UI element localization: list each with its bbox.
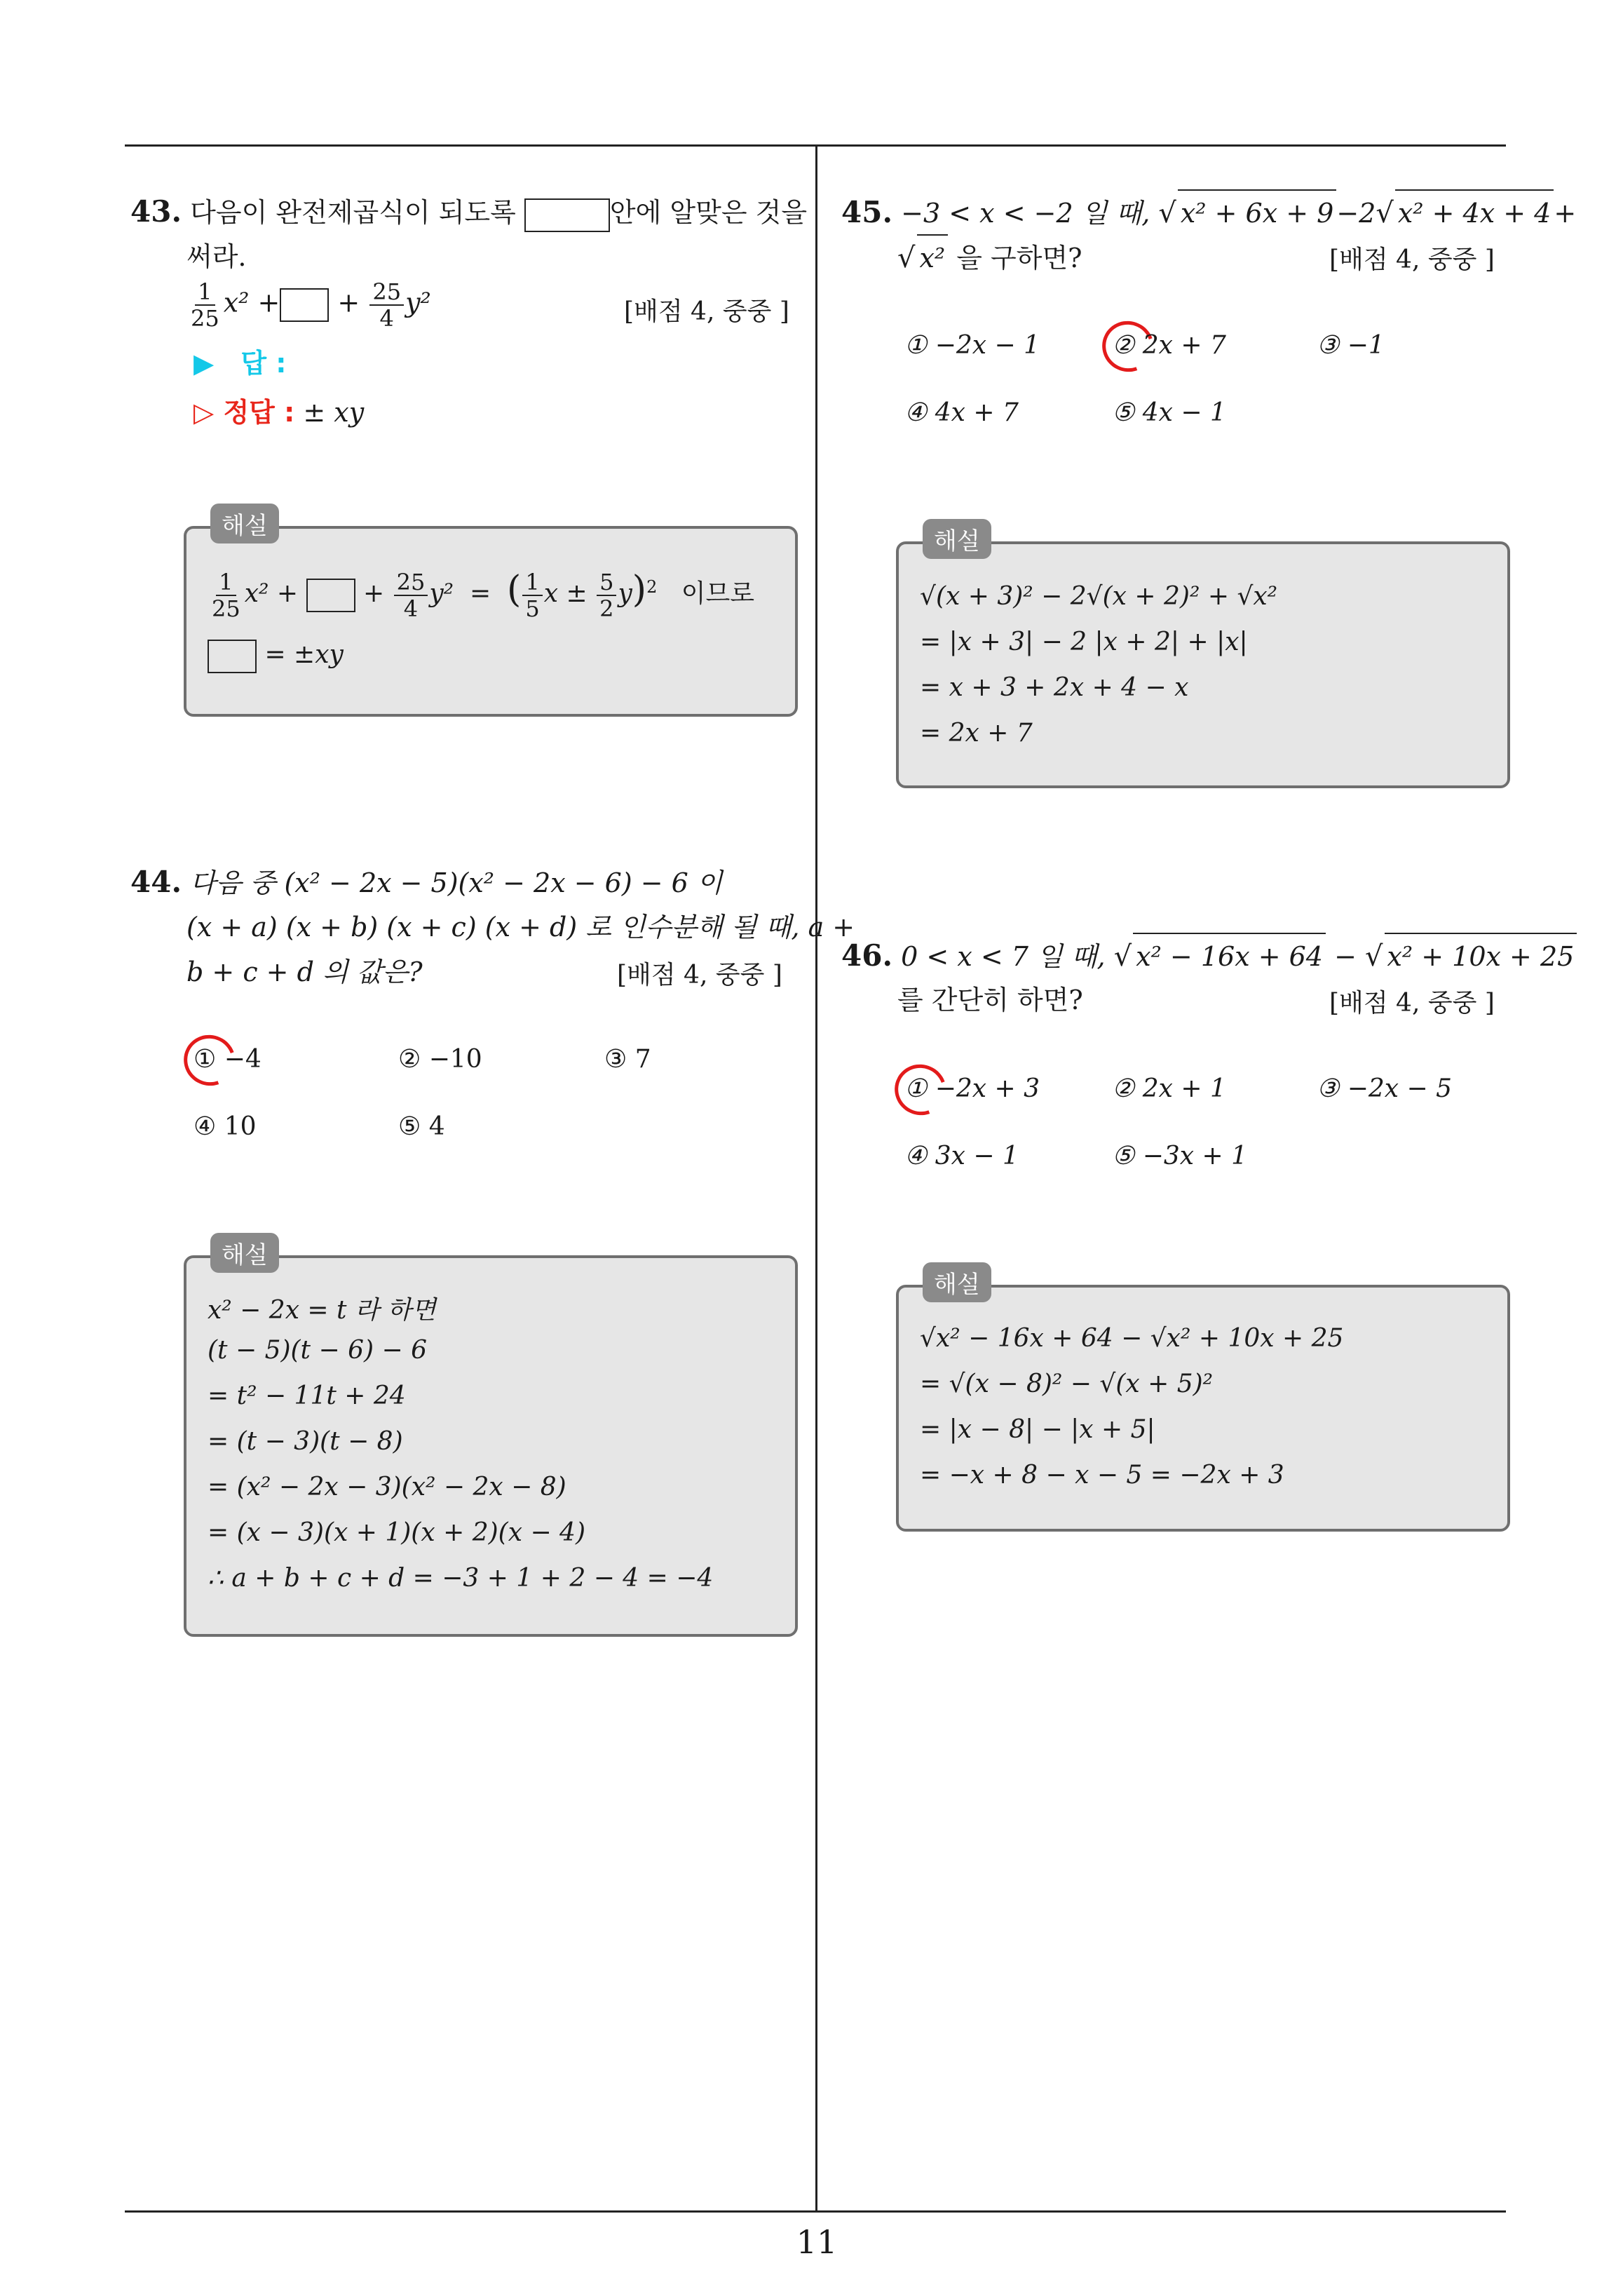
page-number: 11 <box>796 2223 838 2261</box>
explanation-box <box>896 1285 1510 1532</box>
math-op: + <box>276 579 299 608</box>
question-text: −3 < x < −2 일 때, <box>901 198 1159 229</box>
explanation-line: = −x + 8 − x − 5 = −2x + 3 <box>920 1461 1284 1490</box>
explanation-line: = (x − 3)(x + 1)(x + 2)(x − 4) <box>208 1518 585 1547</box>
question-text: 써라. <box>186 241 247 272</box>
explanation-tag: 해설 <box>210 504 279 543</box>
question-text: 다음이 완전제곱식이 되도록 <box>190 197 516 228</box>
choice-2[interactable]: ② −10 <box>398 1045 482 1074</box>
problem-number: 46. <box>841 938 893 973</box>
answer-arrow-icon: ▶ <box>193 348 215 379</box>
explanation-line: = (x² − 2x − 3)(x² − 2x − 8) <box>208 1473 566 1501</box>
explanation-box <box>896 541 1510 788</box>
explanation-line: = (t − 3)(t − 8) <box>208 1427 403 1456</box>
answer-blank <box>524 198 610 232</box>
problem-meta: [배점 4, 중중 ] <box>617 961 782 990</box>
correct-answer-value: ± xy <box>303 397 365 428</box>
explanation-line: = √(x − 8)² − √(x + 5)² <box>920 1370 1214 1398</box>
explanation-line: ∴ a + b + c + d = −3 + 1 + 2 − 4 = −4 <box>208 1564 714 1593</box>
correct-answer-label: ▷ 정답 : <box>193 397 295 428</box>
choice-4[interactable]: ④ 4x + 7 <box>904 398 1019 427</box>
bottom-rule <box>125 2210 1506 2213</box>
radicand: x² + 4x + 4 <box>1395 189 1554 236</box>
explanation-tag: 해설 <box>210 1233 279 1273</box>
math-term: x² <box>244 579 269 608</box>
choice-5[interactable]: ⑤ 4x − 1 <box>1112 398 1226 427</box>
expression-blank <box>208 640 257 673</box>
math-op: + <box>337 287 360 318</box>
problem-meta: [배점 4, 중중 ] <box>624 297 789 326</box>
fraction: $\frac{25}{4}$ <box>369 279 404 331</box>
radicand: x² − 16x + 64 <box>1133 933 1326 979</box>
explanation-box <box>184 526 798 717</box>
choice-1[interactable]: ① −4 <box>193 1045 262 1074</box>
math-term: x² <box>223 287 250 318</box>
problem-number: 43. <box>130 194 182 229</box>
choice-3[interactable]: ③ 7 <box>604 1045 651 1074</box>
explanation-line: = |x + 3| − 2 |x + 2| + |x| <box>920 628 1248 656</box>
choice-2[interactable]: ② 2x + 1 <box>1112 1074 1226 1103</box>
choice-3[interactable]: ③ −1 <box>1317 331 1385 360</box>
fraction: $\frac{25}{4}$ <box>394 569 428 621</box>
question-text: 을 구하면? <box>948 243 1082 274</box>
choice-2[interactable]: ② 2x + 7 <box>1112 331 1226 360</box>
choice-5[interactable]: ⑤ 4 <box>398 1112 445 1141</box>
answer-label: 답 : <box>240 348 287 379</box>
math-op: + <box>257 287 280 318</box>
explanation-line: (t − 5)(t − 6) − 6 <box>208 1336 427 1365</box>
explanation-line: x² − 2x = t 라 하면 <box>208 1296 436 1325</box>
explanation-line: = x + 3 + 2x + 4 − x <box>920 673 1189 702</box>
question-text: 를 간단히 하면? <box>897 985 1083 1015</box>
choice-5[interactable]: ⑤ −3x + 1 <box>1112 1142 1248 1170</box>
expression-blank <box>306 579 355 612</box>
radicand: x² + 10x + 25 <box>1385 933 1577 979</box>
explanation-line: = 2x + 7 <box>920 719 1033 748</box>
question-text: 0 < x < 7 일 때, <box>901 941 1114 972</box>
column-divider <box>815 146 817 2210</box>
problem-number: 44. <box>130 865 182 899</box>
question-text: (x + a) (x + b) (x + c) (x + d) 로 인수분해 될 때, a + <box>186 912 855 943</box>
radicand: x² <box>917 234 949 281</box>
problem-number: 45. <box>841 195 893 229</box>
expression-blank <box>280 288 329 322</box>
explanation-line: = |x − 8| − |x + 5| <box>920 1415 1155 1444</box>
fraction: $\frac{1}{25}$ <box>191 278 219 332</box>
math-op: −2 <box>1336 198 1376 229</box>
explanation-text: 이므로 <box>681 579 755 608</box>
choice-1[interactable]: ① −2x − 1 <box>904 331 1040 360</box>
explanation-line: √x² − 16x + 64 − √x² + 10x + 25 <box>920 1324 1344 1353</box>
explanation-tag: 해설 <box>923 1262 991 1302</box>
radicand: x² + 6x + 9 <box>1178 189 1336 236</box>
math-op: − <box>1326 941 1365 972</box>
question-text: 다음 중 (x² − 2x − 5)(x² − 2x − 6) − 6 이 <box>190 867 723 898</box>
problem-meta: [배점 4, 중중 ] <box>1329 245 1495 274</box>
choice-4[interactable]: ④ 10 <box>193 1112 257 1141</box>
explanation-line: = t² − 11t + 24 <box>208 1382 406 1410</box>
choice-1[interactable]: ① −2x + 3 <box>904 1074 1040 1103</box>
explanation-tag: 해설 <box>923 519 991 559</box>
problem-meta: [배점 4, 중중 ] <box>1329 989 1495 1018</box>
choice-4[interactable]: ④ 3x − 1 <box>904 1142 1019 1170</box>
question-text: 안에 알맞은 것을 <box>609 197 808 228</box>
math-op: + <box>1554 198 1577 229</box>
explanation-text: = ±xy <box>264 640 344 669</box>
question-text: b + c + d 의 값은? <box>186 957 423 987</box>
math-term: y² <box>429 579 454 608</box>
math-term: y² <box>405 287 431 318</box>
fraction: $\frac{1}{25}$ <box>212 569 240 622</box>
explanation-line: √(x + 3)² − 2√(x + 2)² + √x² <box>920 582 1278 611</box>
choice-3[interactable]: ③ −2x − 5 <box>1317 1074 1453 1103</box>
math-op: + <box>362 579 385 608</box>
